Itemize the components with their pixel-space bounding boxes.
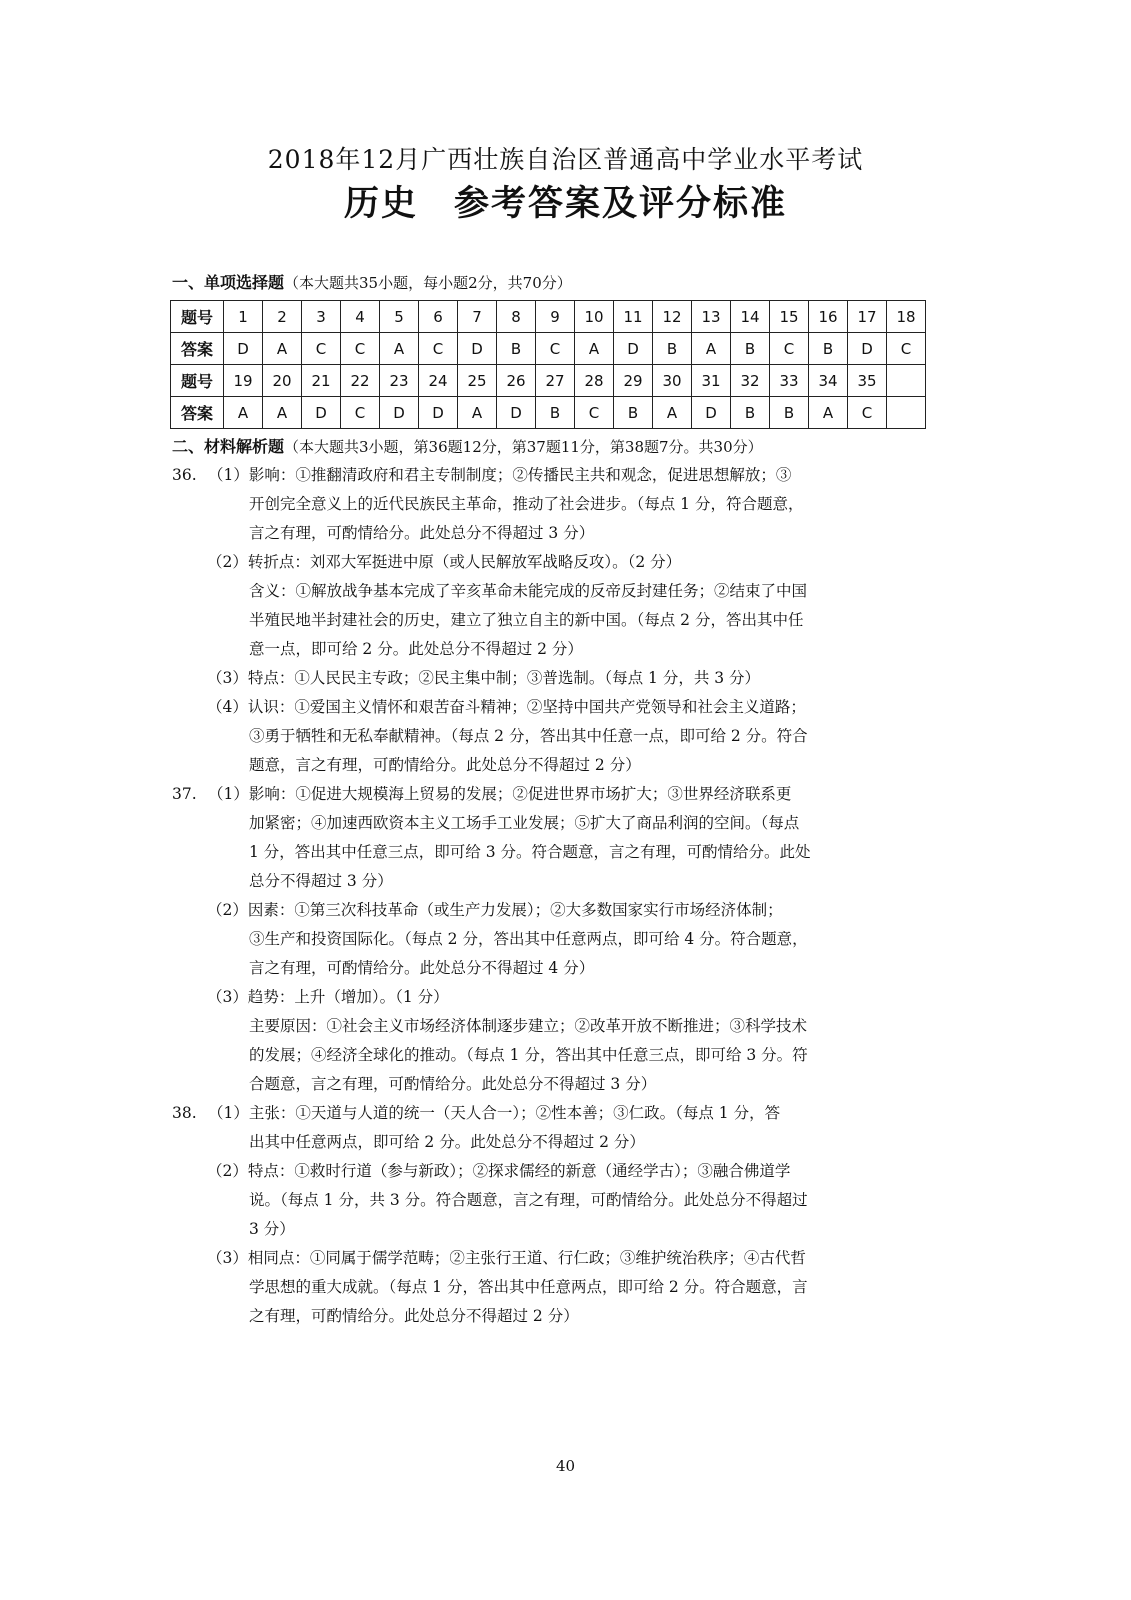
number-cell: 4 (341, 301, 380, 333)
answer-cell: D (692, 397, 731, 429)
answer-line (172, 722, 952, 751)
answer-text: 之有理，可酌情给分。此处总分不得超过 2 分） (249, 1307, 579, 1325)
answer-text: 3 分） (249, 1220, 295, 1238)
answer-body (172, 461, 952, 1331)
row-header: 题号 (171, 365, 224, 397)
answer-cell: D (419, 397, 458, 429)
table-row-answers-2 (171, 397, 926, 429)
answer-text: （1）影响：①推翻清政府和君主专制制度；②传播民主共和观念，促进思想解放；③ (208, 466, 792, 484)
answer-text: （2）转折点：刘邓大军挺进中原（或人民解放军战略反攻）。（2 分） (207, 553, 682, 571)
answer-cell: C (302, 333, 341, 365)
question-number: 38. (172, 1104, 197, 1122)
number-cell: 12 (653, 301, 692, 333)
number-cell: 8 (497, 301, 536, 333)
answer-cell: A (653, 397, 692, 429)
section1-note: （本大题共35小题，每小题2分，共70分） (284, 274, 572, 292)
number-cell: 17 (848, 301, 887, 333)
subject-label: 历史 (343, 184, 418, 224)
number-cell: 34 (809, 365, 848, 397)
section2-label: 二、材料解析题 (172, 437, 285, 456)
answer-cell (887, 397, 926, 429)
number-cell: 19 (224, 365, 263, 397)
section2-heading (172, 434, 763, 457)
answer-text: 总分不得超过 3 分） (249, 872, 393, 890)
answer-text: 半殖民地半封建社会的历史，建立了独立自主的新中国。（每点 2 分，答出其中任 (249, 611, 804, 629)
answer-text: 开创完全意义上的近代民族民主革命，推动了社会进步。（每点 1 分，符合题意， (249, 495, 804, 513)
number-cell: 14 (731, 301, 770, 333)
answer-line (172, 461, 952, 490)
answer-cell: D (614, 333, 653, 365)
answer-line (172, 1302, 952, 1331)
answer-line (172, 1128, 952, 1157)
answer-line (172, 1012, 952, 1041)
answer-line (172, 606, 952, 635)
number-cell: 21 (302, 365, 341, 397)
answer-text: 出其中任意两点，即可给 2 分。此处总分不得超过 2 分） (249, 1133, 645, 1151)
number-cell: 7 (458, 301, 497, 333)
answer-line (172, 693, 952, 722)
number-cell: 32 (731, 365, 770, 397)
answer-line (172, 896, 952, 925)
answer-line (172, 838, 952, 867)
answer-cell: B (536, 397, 575, 429)
answer-line (172, 577, 952, 606)
answer-cell: C (419, 333, 458, 365)
number-cell: 31 (692, 365, 731, 397)
answer-text: （2）特点：①救时行道（参与新政）；②探求儒经的新意（通经学古）；③融合佛道学 (207, 1162, 791, 1180)
number-cell: 26 (497, 365, 536, 397)
number-cell: 29 (614, 365, 653, 397)
number-cell: 2 (263, 301, 302, 333)
number-cell: 28 (575, 365, 614, 397)
answer-text: 含义：①解放战争基本完成了辛亥革命未能完成的反帝反封建任务；②结束了中国 (249, 582, 808, 600)
answer-cell: B (731, 397, 770, 429)
answer-cell: B (653, 333, 692, 365)
number-cell: 6 (419, 301, 458, 333)
answer-text: （2）因素：①第三次科技革命（或生产力发展）；②大多数国家实行市场经济体制； (207, 901, 783, 919)
answer-text: 意一点，即可给 2 分。此处总分不得超过 2 分） (249, 640, 583, 658)
answer-cell: D (497, 397, 536, 429)
answer-table (170, 300, 926, 429)
answer-line (172, 751, 952, 780)
answer-cell: C (848, 397, 887, 429)
number-cell: 13 (692, 301, 731, 333)
answer-line (172, 780, 952, 809)
number-cell: 33 (770, 365, 809, 397)
number-cell (887, 365, 926, 397)
answer-cell: C (341, 397, 380, 429)
answer-line (172, 1070, 952, 1099)
answer-cell: D (848, 333, 887, 365)
number-cell: 3 (302, 301, 341, 333)
table-row-numbers-1 (171, 301, 926, 333)
answer-line (172, 1273, 952, 1302)
answer-cell: A (263, 397, 302, 429)
answer-cell: A (692, 333, 731, 365)
answer-text: 题意，言之有理，可酌情给分。此处总分不得超过 2 分） (249, 756, 641, 774)
answer-cell: A (380, 333, 419, 365)
answer-cell: A (575, 333, 614, 365)
number-cell: 11 (614, 301, 653, 333)
table-row-answers-1 (171, 333, 926, 365)
answer-cell: A (224, 397, 263, 429)
answer-cell: C (575, 397, 614, 429)
answer-cell: A (458, 397, 497, 429)
answer-text: 说。（每点 1 分，共 3 分。符合题意，言之有理，可酌情给分。此处总分不得超过 (249, 1191, 808, 1209)
answer-line (172, 1099, 952, 1128)
answer-text: ③勇于牺牲和无私奉献精神。（每点 2 分，答出其中任意一点，即可给 2 分。符合 (249, 727, 808, 745)
answer-cell: B (731, 333, 770, 365)
answer-text: 的发展；④经济全球化的推动。（每点 1 分，答出其中任意三点，即可给 3 分。符 (249, 1046, 808, 1064)
section1-heading (172, 270, 572, 293)
answer-cell: D (458, 333, 497, 365)
answer-line (172, 983, 952, 1012)
number-cell: 18 (887, 301, 926, 333)
answer-line (172, 1244, 952, 1273)
answer-text: 言之有理，可酌情给分。此处总分不得超过 4 分） (249, 959, 595, 977)
number-cell: 24 (419, 365, 458, 397)
answer-line (172, 1157, 952, 1186)
answer-line (172, 664, 952, 693)
answer-cell: A (263, 333, 302, 365)
answer-cell: B (614, 397, 653, 429)
page-number: 40 (555, 1457, 576, 1475)
answer-cell: D (224, 333, 263, 365)
answer-cell: B (809, 333, 848, 365)
answer-text: 加紧密；④加速西欧资本主义工场手工业发展；⑤扩大了商品利润的空间。（每点 (249, 814, 800, 832)
section1-label: 一、单项选择题 (172, 273, 285, 292)
answer-text: （1）主张：①天道与人道的统一（天人合一）；②性本善；③仁政。（每点 1 分，答 (208, 1104, 781, 1122)
answer-line (172, 635, 952, 664)
question-number: 36. (172, 466, 197, 484)
number-cell: 9 (536, 301, 575, 333)
section2-note: （本大题共3小题，第36题12分，第37题11分，第38题7分。共30分） (284, 438, 763, 456)
row-header: 答案 (171, 333, 224, 365)
answer-line (172, 1041, 952, 1070)
answer-line (172, 490, 952, 519)
answer-text: （4）认识：①爱国主义情怀和艰苦奋斗精神；②坚持中国共产党领导和社会主义道路； (207, 698, 806, 716)
answer-text: （1）影响：①促进大规模海上贸易的发展；②促进世界市场扩大；③世界经济联系更 (208, 785, 792, 803)
answer-text: （3）趋势：上升（增加）。（1 分） (207, 988, 449, 1006)
answer-cell: C (770, 333, 809, 365)
answer-text: （3）特点：①人民民主专政；②民主集中制；③普选制。（每点 1 分，共 3 分） (207, 669, 761, 687)
answer-cell: C (536, 333, 575, 365)
table-row-numbers-2 (171, 365, 926, 397)
answer-text: 言之有理，可酌情给分。此处总分不得超过 3 分） (249, 524, 595, 542)
answer-text: 合题意，言之有理，可酌情给分。此处总分不得超过 3 分） (249, 1075, 657, 1093)
answer-key-label: 参考答案及评分标准 (454, 184, 788, 224)
answer-line (172, 954, 952, 983)
number-cell: 27 (536, 365, 575, 397)
answer-line (172, 925, 952, 954)
answer-text: ③生产和投资国际化。（每点 2 分，答出其中任意两点，即可给 4 分。符合题意， (249, 930, 808, 948)
number-cell: 16 (809, 301, 848, 333)
number-cell: 10 (575, 301, 614, 333)
answer-cell: D (380, 397, 419, 429)
answer-text: 学思想的重大成就。（每点 1 分，答出其中任意两点，即可给 2 分。符合题意，言 (249, 1278, 808, 1296)
answer-line (172, 519, 952, 548)
number-cell: 20 (263, 365, 302, 397)
number-cell: 5 (380, 301, 419, 333)
answer-line (172, 1186, 952, 1215)
number-cell: 30 (653, 365, 692, 397)
answer-cell: B (770, 397, 809, 429)
row-header: 答案 (171, 397, 224, 429)
answer-cell: D (302, 397, 341, 429)
answer-cell: C (341, 333, 380, 365)
answer-text: 1 分，答出其中任意三点，即可给 3 分。符合题意，言之有理，可酌情给分。此处 (249, 843, 811, 861)
exam-title: 2018年12月广西壮族自治区普通高中学业水平考试 (267, 145, 864, 174)
number-cell: 25 (458, 365, 497, 397)
answer-text: （3）相同点：①同属于儒学范畴；②主张行王道、行仁政；③维护统治秩序；④古代哲 (207, 1249, 806, 1267)
answer-line (172, 548, 952, 577)
document-subtitle (0, 176, 1131, 226)
answer-cell: B (497, 333, 536, 365)
answer-line (172, 1215, 952, 1244)
number-cell: 35 (848, 365, 887, 397)
question-number: 37. (172, 785, 197, 803)
number-cell: 23 (380, 365, 419, 397)
answer-text: 主要原因：①社会主义市场经济体制逐步建立；②改革开放不断推进；③科学技术 (249, 1017, 808, 1035)
answer-cell: A (809, 397, 848, 429)
answer-cell: C (887, 333, 926, 365)
number-cell: 1 (224, 301, 263, 333)
answer-line (172, 867, 952, 896)
number-cell: 15 (770, 301, 809, 333)
number-cell: 22 (341, 365, 380, 397)
answer-line (172, 809, 952, 838)
row-header: 题号 (171, 301, 224, 333)
